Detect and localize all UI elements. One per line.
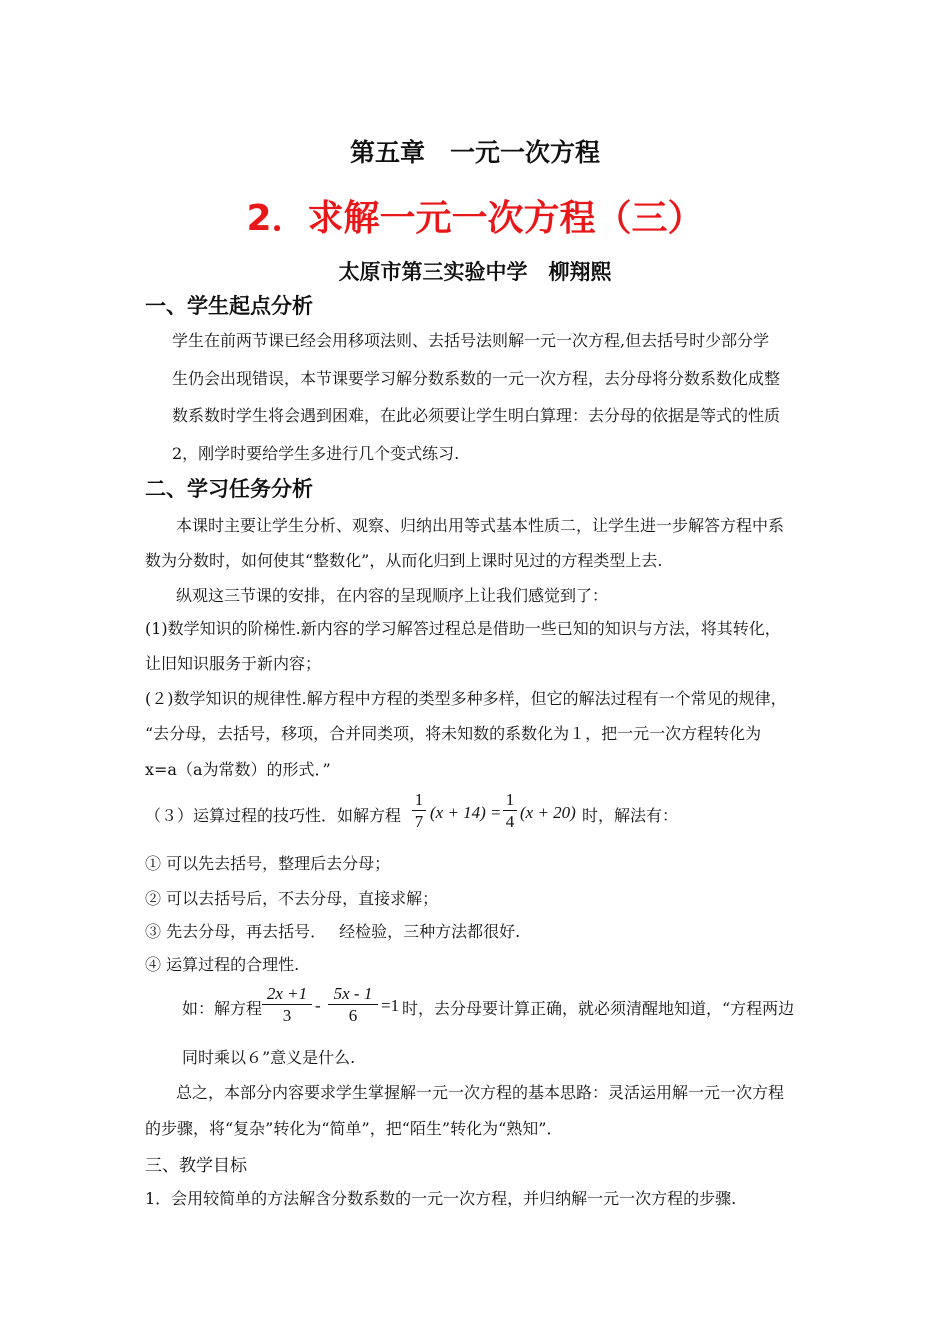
eq1-left-denominator: 7: [414, 812, 424, 831]
section1-line: 数系数时学生将会遇到困难，在此必须要让学生明白算理：去分母的依据是等式的性质: [172, 406, 781, 425]
section2-line: 让旧知识服务于新内容；: [145, 654, 322, 673]
eq1-left-paren: (x + 14): [430, 803, 486, 822]
method-line: ③ 先去分母，再去括号． 经检验，三种方法都很好.: [145, 922, 521, 941]
author-line: 太原市第三实验中学 柳翔熙: [338, 260, 612, 284]
eq2-first-denominator: 3: [282, 1006, 292, 1025]
section2-line: “去分母，去括号，移项，合并同类项，将未知数的系数化为１，把一元一次方程转化为: [145, 724, 762, 743]
eq2-first-numerator: 2x +1: [266, 984, 308, 1003]
section2-line: 纵观这三节课的安排，在内容的呈现顺序上让我们感觉到了：: [176, 586, 609, 605]
section3-heading: 三、教学目标: [145, 1156, 247, 1176]
section1-heading: 一、学生起点分析: [145, 294, 313, 318]
section1-line: 生仍会出现错误，本节课要学习解分数系数的一元一次方程，去分母将分数系数化成整: [172, 369, 781, 388]
summary-line: 总之，本部分内容要求学生掌握解一元一次方程的基本思路：灵活运用解一元一次方程: [176, 1083, 785, 1102]
method-line: ④ 运算过程的合理性.: [145, 955, 300, 974]
eq1-equals: =: [491, 803, 501, 822]
item4-prefix: 如：解方程: [182, 999, 263, 1018]
section1-line: 学生在前两节课已经会用移项法则、去括号法则解一元一次方程,但去括号时少部分学: [172, 331, 770, 350]
eq1-right-paren: (x + 20): [520, 803, 576, 822]
section2-line: x=a（a为常数）的形式．”: [145, 760, 331, 779]
eq1-left-numerator: 1: [414, 790, 424, 809]
section3-line: 1．会用较简单的方法解含分数系数的一元一次方程，并归纳解一元一次方程的步骤.: [145, 1189, 737, 1208]
section1-line: 2，刚学时要给学生多进行几个变式练习.: [172, 444, 460, 463]
eq1-left-fraction: [412, 790, 426, 833]
eq1-right-numerator: 1: [505, 790, 515, 809]
eq2-first-fraction: [262, 984, 312, 1027]
eq1-right-fraction: [503, 790, 517, 833]
method-line: ① 可以先去括号，整理后去分母；: [145, 854, 391, 873]
item4-suffix: 时，去分母要计算正确，就必须清醒地知道，“方程两边: [402, 999, 795, 1018]
section2-line: (２)数学知识的规律性.解方程中方程的类型多种多样，但它的解法过程有一个常见的规律，: [145, 689, 787, 708]
eq2-second-fraction: [328, 984, 378, 1027]
section2-heading: 二、学习任务分析: [145, 477, 313, 501]
summary-line: 的步骤，将“复杂”转化为“简单”，把“陌生”转化为“熟知”．: [145, 1119, 563, 1138]
item3-suffix: 时，解法有：: [582, 806, 679, 825]
section2-line: (1)数学知识的阶梯性.新内容的学习解答过程总是借助一些已知的知识与方法，将其转化，: [145, 619, 781, 638]
eq1-right-denominator: 4: [505, 812, 515, 831]
lesson-title: 2．求解一元一次方程（三）: [246, 198, 704, 239]
item3-prefix: （３）运算过程的技巧性．如解方程: [145, 806, 402, 825]
eq2-rhs: =1: [381, 996, 400, 1015]
eq2-second-denominator: 6: [348, 1006, 358, 1025]
section2-line: 本课时主要让学生分析、观察、归纳出用等式基本性质二，让学生进一步解答方程中系: [176, 516, 785, 535]
method-line: ② 可以去括号后，不去分母，直接求解；: [145, 889, 439, 908]
eq2-minus: -: [315, 996, 321, 1015]
section2-line: 数为分数时，如何使其“整数化”，从而化归到上课时见过的方程类型上去.: [145, 551, 663, 570]
item4-line2: 同时乘以６”意义是什么.: [182, 1048, 356, 1067]
chapter-heading: 第五章 一元一次方程: [349, 138, 600, 167]
eq2-second-numerator: 5x - 1: [333, 984, 373, 1003]
